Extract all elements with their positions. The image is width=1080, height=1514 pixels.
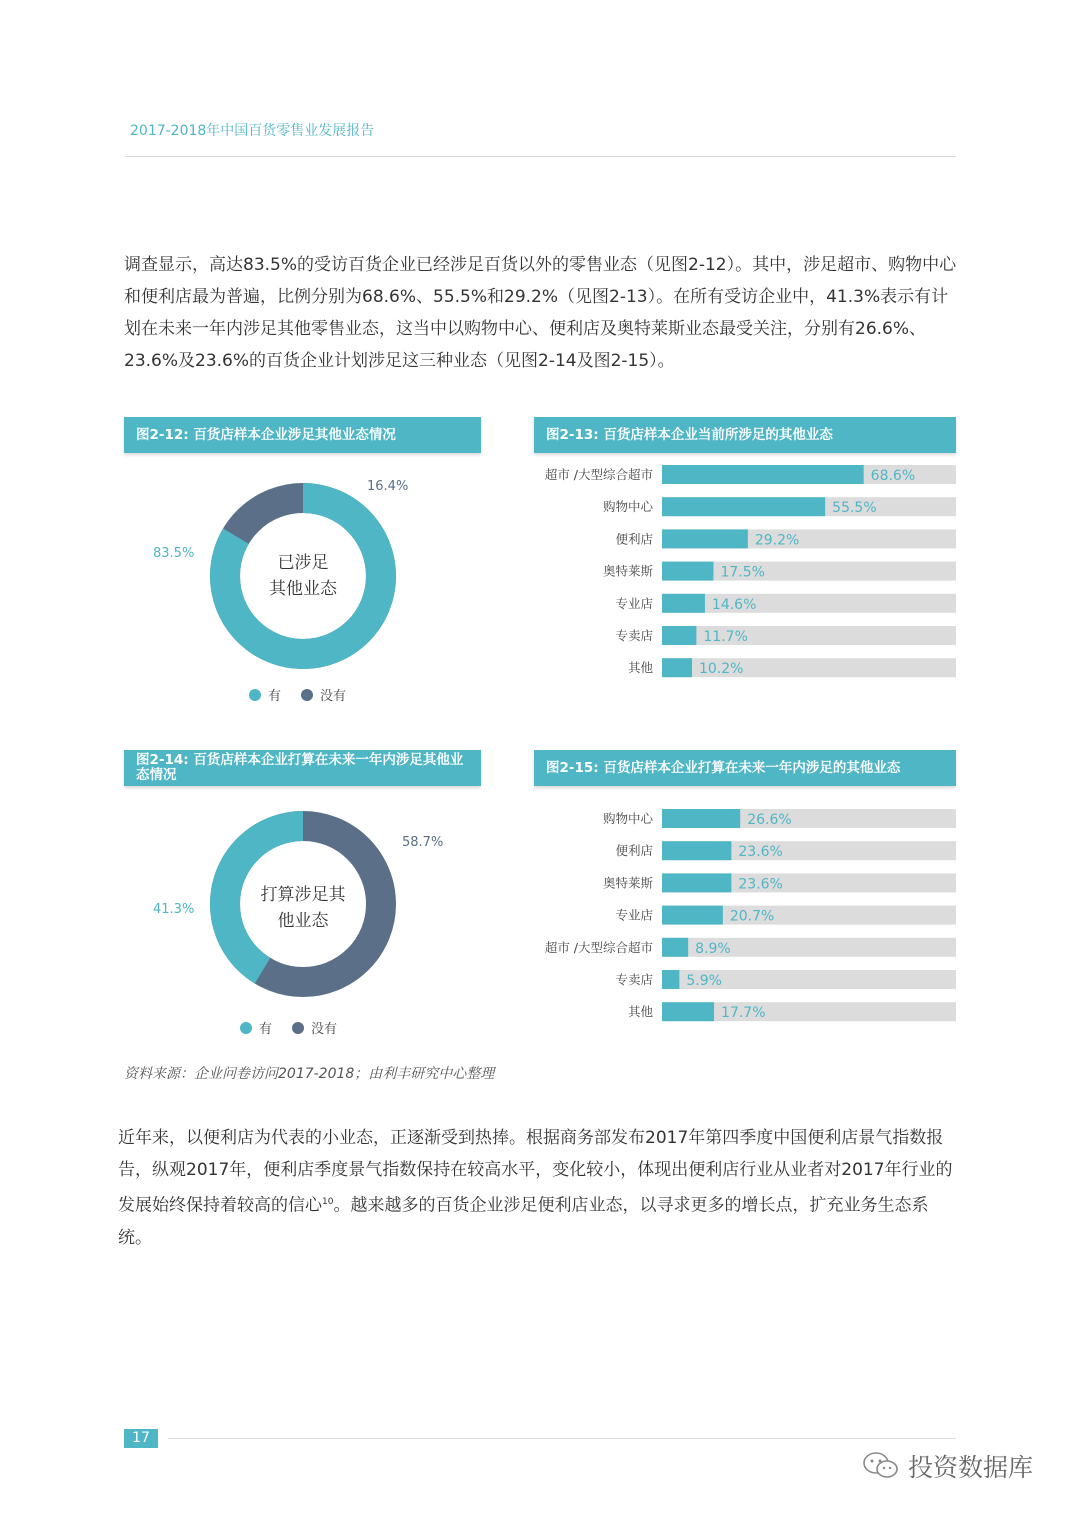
fig-2-12-legend [249, 685, 366, 704]
fig-2-15-value-label: 8.9% [695, 940, 731, 957]
fig-2-13-category-label: 奥特莱斯 [602, 563, 653, 579]
wechat-icon [862, 1451, 900, 1481]
fig-2-13-value-label: 11.7% [703, 629, 748, 645]
fig-2-13-value-label: 68.6% [870, 468, 916, 484]
fig-2-15-value-label: 5.9% [686, 973, 722, 989]
fig-2-15-category-label: 专卖店 [615, 972, 653, 987]
fig-2-15-value-label: 26.6% [747, 812, 792, 828]
fig-2-13-bar [662, 658, 692, 677]
fig-2-15-value-label: 20.7% [729, 908, 775, 925]
report-header-title: 2017-2018年中国百货零售业发展报告 [130, 123, 375, 139]
fig-2-13-category-label: 购物中心 [602, 499, 653, 515]
header-divider [125, 156, 956, 157]
fig-2-15-value-label: 23.6% [738, 844, 783, 861]
fig-2-12-center-line2: 其他业态 [269, 579, 337, 599]
fig-2-13-bar [662, 562, 713, 581]
fig-2-12-no-pct: 16.4% [367, 479, 409, 494]
fig-2-13-bar [662, 626, 696, 645]
fig-2-13-bar [662, 529, 748, 548]
fig-2-13-value-label: 10.2% [698, 661, 744, 678]
fig-2-12-yes-pct: 83.5% [153, 546, 195, 561]
fig-2-15-bar [662, 970, 679, 989]
fig-2-15-bar [662, 1002, 714, 1021]
convenience-paragraph [118, 1122, 958, 1254]
fig-2-15-value-label: 23.6% [738, 876, 783, 893]
intro-paragraph: 调查显示，高达83.5%的受访百货企业已经涉足百货以外的零售业态（见图2-12）。其中，涉足超市、购物中心和便利店最为普遍，比例分别为68.6%、55.5%和29.2%（见图2-13）。在所有受访企业中，41.3%表示有计划在未来一年内涉足其他零售业态，这当中以购物中心、便利店及奥特莱斯业态最受关注，分别有26.6%、23.6%及23.6%的百货企业计划涉足这三种业态（见图2-14及图2-15）。 [124, 255, 957, 371]
fig-2-12-title: 图2-12: 百货店样本企业涉足其他业态情况 [124, 417, 481, 453]
fig-2-15-bar [662, 841, 731, 860]
convenience-paragraph-text-cont: 。越来越多的百货企业涉足便利店业态，以寻求更多的增长点，扩充业务生态系统。 [118, 1195, 929, 1248]
fig-2-13-title: 图2-13: 百货店样本企业当前所涉足的其他业态 [534, 417, 956, 453]
fig-2-14-no-pct: 58.7% [402, 835, 444, 850]
fig-2-12-center-label [243, 550, 363, 602]
convenience-paragraph-text: 近年来，以便利店为代表的小业态，正逐渐受到热捧。根据商务部发布2017年第四季度中国便利店景气指数报告，纵观2017年，便利店季度景气指数保持在较高水平，变化较小，体现出便利店行业从业者对2017年行业的发展始终保持着较高的信心 [118, 1128, 953, 1216]
legend-dot-yes [240, 1022, 252, 1034]
fig-2-15-category-label: 购物中心 [602, 811, 653, 826]
legend-label-yes: 有 [268, 689, 282, 704]
legend-label-yes: 有 [259, 1022, 273, 1037]
fig-2-13-bar [662, 465, 864, 484]
fig-2-15-value-label: 17.7% [721, 1005, 766, 1022]
fig-2-15-category-label: 超市 /大型综合超市 [544, 939, 653, 955]
legend-item-yes [240, 1018, 272, 1037]
watermark [862, 1448, 1033, 1484]
fig-2-13-bar [662, 594, 705, 613]
fig-2-13-bar-chart [534, 463, 956, 693]
fig-2-15-category-label: 专业店 [615, 907, 653, 923]
footnote-ref: 10 [322, 1197, 334, 1207]
legend-item-no [301, 685, 346, 704]
fig-2-13-category-label: 专卖店 [615, 628, 653, 643]
legend-label-no: 没有 [311, 1022, 338, 1037]
legend-label-no: 没有 [320, 689, 347, 704]
fig-2-14-center-label [243, 882, 363, 934]
fig-2-15-bar [662, 809, 740, 828]
fig-2-13-value-label: 17.5% [720, 564, 765, 581]
legend-dot-no [292, 1022, 304, 1034]
fig-2-15-bar [662, 906, 723, 925]
fig-2-13-category-label: 专业店 [615, 595, 653, 611]
fig-2-13-bar-track [662, 594, 956, 613]
legend-dot-yes [249, 689, 261, 701]
fig-2-13-value-label: 29.2% [754, 532, 800, 549]
fig-2-15-title: 图2-15: 百货店样本企业打算在未来一年内涉足的其他业态 [534, 750, 956, 786]
source-note: 资料来源：企业问卷访问2017-2018；由利丰研究中心整理 [124, 1066, 495, 1082]
fig-2-15-category-label: 奥特莱斯 [602, 875, 653, 891]
fig-2-15-bar-chart [534, 807, 956, 1037]
fig-2-13-category-label: 便利店 [615, 531, 653, 547]
legend-dot-no [301, 689, 313, 701]
fig-2-13-value-label: 14.6% [711, 596, 757, 613]
page-number: 17 [124, 1429, 158, 1448]
fig-2-14-center-line1: 打算涉足其 [260, 885, 346, 905]
fig-2-14-title: 图2-14: 百货店样本企业打算在未来一年内涉足其他业态情况 [124, 750, 481, 786]
fig-2-13-category-label: 超市 /大型综合超市 [544, 467, 653, 482]
fig-2-12-center-line1: 已涉足 [277, 553, 329, 573]
fig-2-15-category-label: 便利店 [615, 843, 653, 859]
legend-item-yes [249, 685, 281, 704]
watermark-text: 投资数据库 [908, 1453, 1034, 1482]
fig-2-15-category-label: 其他 [627, 1004, 653, 1020]
fig-2-13-value-label: 55.5% [832, 500, 877, 517]
fig-2-14-legend [240, 1018, 357, 1037]
fig-2-13-bar [662, 497, 825, 516]
fig-2-14-center-line2: 他业态 [277, 911, 329, 931]
fig-2-13-category-label: 其他 [627, 660, 653, 676]
fig-2-14-yes-pct: 41.3% [153, 902, 195, 917]
fig-2-15-bar [662, 873, 731, 892]
legend-item-no [292, 1018, 337, 1037]
footer-divider [168, 1438, 956, 1439]
fig-2-15-bar [662, 938, 688, 957]
